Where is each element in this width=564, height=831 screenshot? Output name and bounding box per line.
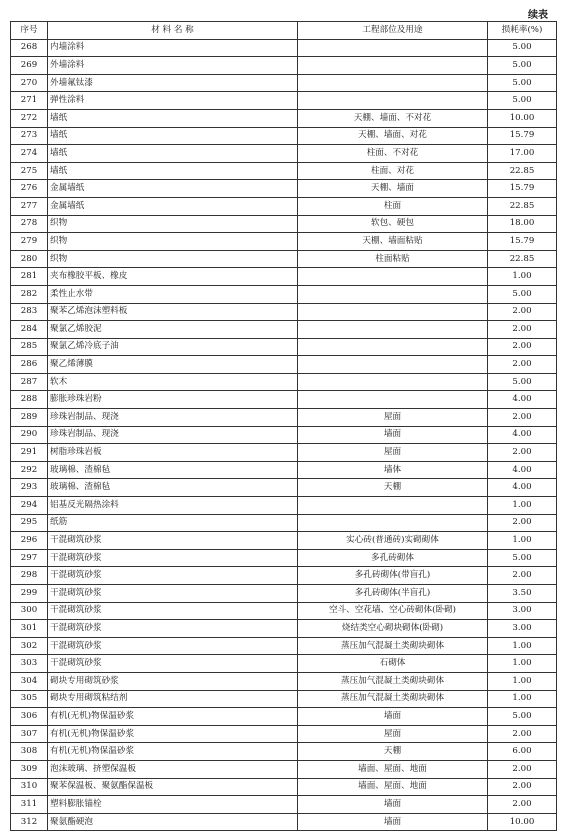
cell-usage: 蒸压加气混凝土类砌块砌体 <box>298 672 488 690</box>
cell-loss-rate: 1.00 <box>488 655 557 673</box>
cell-material-name: 珍珠岩制品、现浇 <box>48 409 298 427</box>
cell-usage <box>298 57 488 75</box>
cell-usage: 蒸压加气混凝土类砌块砌体 <box>298 690 488 708</box>
cell-loss-rate: 2.00 <box>488 760 557 778</box>
cell-material-name: 墙纸 <box>48 109 298 127</box>
table-row <box>11 391 557 409</box>
cell-loss-rate: 4.00 <box>488 461 557 479</box>
table-row <box>11 514 557 532</box>
table-row <box>11 303 557 321</box>
cell-loss-rate: 1.00 <box>488 672 557 690</box>
table-row <box>11 637 557 655</box>
cell-loss-rate: 2.00 <box>488 338 557 356</box>
cell-serial-no: 311 <box>11 796 48 814</box>
cell-usage: 天棚、墙面粘贴 <box>298 233 488 251</box>
cell-serial-no: 297 <box>11 549 48 567</box>
cell-loss-rate: 1.00 <box>488 268 557 286</box>
cell-material-name: 织物 <box>48 215 298 233</box>
material-loss-rate-table <box>10 21 557 831</box>
header-loss-rate: 损耗率(%) <box>488 22 557 40</box>
cell-serial-no: 269 <box>11 57 48 75</box>
cell-serial-no: 294 <box>11 497 48 515</box>
cell-serial-no: 300 <box>11 602 48 620</box>
table-row <box>11 479 557 497</box>
cell-material-name: 软木 <box>48 373 298 391</box>
cell-serial-no: 287 <box>11 373 48 391</box>
cell-usage: 天棚 <box>298 479 488 497</box>
cell-serial-no: 296 <box>11 532 48 550</box>
cell-usage <box>298 356 488 374</box>
table-row <box>11 409 557 427</box>
cell-material-name: 有机(无机)物保温砂浆 <box>48 743 298 761</box>
cell-usage: 墙面、屋面、地面 <box>298 760 488 778</box>
cell-serial-no: 271 <box>11 92 48 110</box>
cell-loss-rate: 15.79 <box>488 180 557 198</box>
table-row <box>11 338 557 356</box>
cell-material-name: 聚氨酯硬泡 <box>48 813 298 831</box>
cell-loss-rate: 22.85 <box>488 162 557 180</box>
cell-serial-no: 283 <box>11 303 48 321</box>
cell-serial-no: 291 <box>11 444 48 462</box>
table-row <box>11 215 557 233</box>
cell-serial-no: 277 <box>11 197 48 215</box>
table-row <box>11 672 557 690</box>
cell-material-name: 外墙涂料 <box>48 57 298 75</box>
cell-material-name: 聚氯乙烯冷底子油 <box>48 338 298 356</box>
cell-usage <box>298 303 488 321</box>
cell-loss-rate: 2.00 <box>488 303 557 321</box>
header-usage: 工程部位及用途 <box>298 22 488 40</box>
table-row <box>11 497 557 515</box>
cell-material-name: 有机(无机)物保温砂浆 <box>48 725 298 743</box>
cell-usage <box>298 268 488 286</box>
cell-loss-rate: 2.00 <box>488 321 557 339</box>
cell-material-name: 砌块专用砌筑砂浆 <box>48 672 298 690</box>
cell-material-name: 纸筋 <box>48 514 298 532</box>
cell-loss-rate: 1.00 <box>488 637 557 655</box>
table-row <box>11 813 557 831</box>
cell-usage <box>298 497 488 515</box>
cell-usage <box>298 39 488 57</box>
cell-material-name: 墙纸 <box>48 145 298 163</box>
cell-usage: 屋面 <box>298 409 488 427</box>
cell-usage: 屋面 <box>298 444 488 462</box>
table-row <box>11 250 557 268</box>
cell-loss-rate: 5.00 <box>488 708 557 726</box>
cell-material-name: 聚氯乙烯胶泥 <box>48 321 298 339</box>
cell-material-name: 干混砌筑砂浆 <box>48 655 298 673</box>
cell-material-name: 树脂珍珠岩板 <box>48 444 298 462</box>
cell-serial-no: 275 <box>11 162 48 180</box>
table-row <box>11 74 557 92</box>
table-row <box>11 162 557 180</box>
cell-usage: 柱面粘贴 <box>298 250 488 268</box>
cell-usage: 墙面 <box>298 813 488 831</box>
cell-serial-no: 274 <box>11 145 48 163</box>
table-row <box>11 585 557 603</box>
cell-material-name: 玻璃棉、渣棉毡 <box>48 461 298 479</box>
cell-loss-rate: 18.00 <box>488 215 557 233</box>
cell-material-name: 外墙氟钛漆 <box>48 74 298 92</box>
table-row <box>11 461 557 479</box>
cell-loss-rate: 1.00 <box>488 532 557 550</box>
cell-loss-rate: 4.00 <box>488 426 557 444</box>
cell-loss-rate: 2.00 <box>488 444 557 462</box>
cell-usage: 多孔砖砌体(半盲孔) <box>298 585 488 603</box>
header-serial-no: 序号 <box>11 22 48 40</box>
cell-material-name: 塑料膨胀锚栓 <box>48 796 298 814</box>
cell-usage <box>298 74 488 92</box>
cell-serial-no: 286 <box>11 356 48 374</box>
table-row <box>11 760 557 778</box>
cell-serial-no: 308 <box>11 743 48 761</box>
cell-loss-rate: 22.85 <box>488 250 557 268</box>
header-material-name: 材 料 名 称 <box>48 22 298 40</box>
cell-material-name: 干混砌筑砂浆 <box>48 549 298 567</box>
table-row <box>11 39 557 57</box>
cell-serial-no: 306 <box>11 708 48 726</box>
table-row <box>11 549 557 567</box>
cell-usage: 墙面、屋面、地面 <box>298 778 488 796</box>
table-row <box>11 197 557 215</box>
table-row <box>11 444 557 462</box>
cell-usage: 天棚、墙面、对花 <box>298 127 488 145</box>
cell-usage: 石砌体 <box>298 655 488 673</box>
table-row <box>11 180 557 198</box>
table-row <box>11 690 557 708</box>
table-row <box>11 145 557 163</box>
cell-material-name: 干混砌筑砂浆 <box>48 567 298 585</box>
table-row <box>11 708 557 726</box>
cell-usage: 墙面 <box>298 708 488 726</box>
cell-serial-no: 290 <box>11 426 48 444</box>
table-row <box>11 532 557 550</box>
cell-usage <box>298 391 488 409</box>
cell-material-name: 织物 <box>48 233 298 251</box>
cell-loss-rate: 2.00 <box>488 725 557 743</box>
cell-loss-rate: 15.79 <box>488 127 557 145</box>
cell-usage: 墙体 <box>298 461 488 479</box>
cell-loss-rate: 2.00 <box>488 796 557 814</box>
cell-material-name: 墙纸 <box>48 162 298 180</box>
cell-material-name: 聚苯乙烯泡沫塑料板 <box>48 303 298 321</box>
cell-serial-no: 303 <box>11 655 48 673</box>
cell-material-name: 金属墙纸 <box>48 180 298 198</box>
cell-usage: 天棚、墙面、不对花 <box>298 109 488 127</box>
table-row <box>11 602 557 620</box>
cell-loss-rate: 2.00 <box>488 778 557 796</box>
cell-usage <box>298 338 488 356</box>
cell-loss-rate: 5.00 <box>488 74 557 92</box>
cell-material-name: 墙纸 <box>48 127 298 145</box>
cell-usage <box>298 321 488 339</box>
cell-serial-no: 281 <box>11 268 48 286</box>
cell-serial-no: 284 <box>11 321 48 339</box>
cell-usage: 实心砖(普通砖)实砌砌体 <box>298 532 488 550</box>
cell-serial-no: 298 <box>11 567 48 585</box>
table-row <box>11 92 557 110</box>
table-row <box>11 268 557 286</box>
cell-material-name: 干混砌筑砂浆 <box>48 602 298 620</box>
table-row <box>11 127 557 145</box>
cell-usage: 墙面 <box>298 796 488 814</box>
cell-loss-rate: 5.00 <box>488 57 557 75</box>
cell-loss-rate: 2.00 <box>488 514 557 532</box>
cell-serial-no: 299 <box>11 585 48 603</box>
table-row <box>11 57 557 75</box>
cell-loss-rate: 4.00 <box>488 479 557 497</box>
cell-usage: 空斗、空花墙、空心砖砌体(卧砌) <box>298 602 488 620</box>
cell-serial-no: 305 <box>11 690 48 708</box>
cell-serial-no: 310 <box>11 778 48 796</box>
cell-material-name: 干混砌筑砂浆 <box>48 532 298 550</box>
cell-loss-rate: 1.00 <box>488 497 557 515</box>
cell-material-name: 珍珠岩制品、现浇 <box>48 426 298 444</box>
cell-loss-rate: 10.00 <box>488 109 557 127</box>
cell-usage <box>298 285 488 303</box>
cell-material-name: 泡沫玻璃、挤塑保温板 <box>48 760 298 778</box>
cell-loss-rate: 22.85 <box>488 197 557 215</box>
continuation-label: 续表 <box>528 10 548 21</box>
table-row <box>11 655 557 673</box>
cell-serial-no: 279 <box>11 233 48 251</box>
cell-loss-rate: 1.00 <box>488 690 557 708</box>
cell-loss-rate: 2.00 <box>488 567 557 585</box>
cell-serial-no: 285 <box>11 338 48 356</box>
cell-usage: 屋面 <box>298 725 488 743</box>
cell-material-name: 夹布橡胶平板、橡皮 <box>48 268 298 286</box>
cell-material-name: 金属墙纸 <box>48 197 298 215</box>
cell-material-name: 内墙涂料 <box>48 39 298 57</box>
cell-loss-rate: 3.00 <box>488 620 557 638</box>
cell-serial-no: 312 <box>11 813 48 831</box>
table-row <box>11 285 557 303</box>
table-row <box>11 321 557 339</box>
cell-serial-no: 301 <box>11 620 48 638</box>
cell-material-name: 干混砌筑砂浆 <box>48 620 298 638</box>
cell-loss-rate: 17.00 <box>488 145 557 163</box>
table-row <box>11 796 557 814</box>
cell-serial-no: 295 <box>11 514 48 532</box>
cell-loss-rate: 5.00 <box>488 39 557 57</box>
cell-usage: 柱面 <box>298 197 488 215</box>
cell-loss-rate: 2.00 <box>488 356 557 374</box>
cell-loss-rate: 5.00 <box>488 373 557 391</box>
cell-loss-rate: 10.00 <box>488 813 557 831</box>
cell-serial-no: 273 <box>11 127 48 145</box>
cell-serial-no: 293 <box>11 479 48 497</box>
cell-usage <box>298 373 488 391</box>
cell-material-name: 膨胀珍珠岩粉 <box>48 391 298 409</box>
table-row <box>11 233 557 251</box>
cell-material-name: 干混砌筑砂浆 <box>48 637 298 655</box>
cell-serial-no: 307 <box>11 725 48 743</box>
cell-serial-no: 309 <box>11 760 48 778</box>
cell-loss-rate: 5.00 <box>488 92 557 110</box>
table-row <box>11 567 557 585</box>
cell-loss-rate: 2.00 <box>488 409 557 427</box>
cell-material-name: 玻璃棉、渣棉毡 <box>48 479 298 497</box>
cell-loss-rate: 3.00 <box>488 602 557 620</box>
cell-serial-no: 282 <box>11 285 48 303</box>
cell-usage: 柱面、对花 <box>298 162 488 180</box>
table-row <box>11 725 557 743</box>
cell-loss-rate: 3.50 <box>488 585 557 603</box>
cell-serial-no: 268 <box>11 39 48 57</box>
cell-material-name: 聚乙烯薄膜 <box>48 356 298 374</box>
cell-material-name: 柔性止水带 <box>48 285 298 303</box>
cell-serial-no: 280 <box>11 250 48 268</box>
cell-material-name: 聚苯保温板、聚氨酯保温板 <box>48 778 298 796</box>
cell-loss-rate: 5.00 <box>488 549 557 567</box>
table-row <box>11 356 557 374</box>
cell-material-name: 铝基反光隔热涂料 <box>48 497 298 515</box>
cell-material-name: 砌块专用砌筑粘结剂 <box>48 690 298 708</box>
cell-serial-no: 270 <box>11 74 48 92</box>
cell-usage: 天棚、墙面 <box>298 180 488 198</box>
cell-usage: 墙面 <box>298 426 488 444</box>
cell-usage: 软包、硬包 <box>298 215 488 233</box>
cell-material-name: 弹性涂料 <box>48 92 298 110</box>
cell-material-name: 干混砌筑砂浆 <box>48 585 298 603</box>
cell-serial-no: 304 <box>11 672 48 690</box>
cell-loss-rate: 6.00 <box>488 743 557 761</box>
table-row <box>11 109 557 127</box>
cell-usage: 烧结类空心砌块砌体(卧砌) <box>298 620 488 638</box>
cell-serial-no: 292 <box>11 461 48 479</box>
cell-loss-rate: 15.79 <box>488 233 557 251</box>
cell-usage <box>298 92 488 110</box>
cell-serial-no: 289 <box>11 409 48 427</box>
cell-serial-no: 278 <box>11 215 48 233</box>
table-row <box>11 620 557 638</box>
table-body <box>11 39 557 831</box>
table-row <box>11 743 557 761</box>
cell-loss-rate: 4.00 <box>488 391 557 409</box>
table-row <box>11 426 557 444</box>
cell-material-name: 织物 <box>48 250 298 268</box>
cell-usage: 多孔砖砌体(带盲孔) <box>298 567 488 585</box>
table-row <box>11 373 557 391</box>
cell-serial-no: 288 <box>11 391 48 409</box>
cell-material-name: 有机(无机)物保温砂浆 <box>48 708 298 726</box>
cell-usage: 柱面、不对花 <box>298 145 488 163</box>
cell-serial-no: 272 <box>11 109 48 127</box>
table-header-row <box>11 22 557 40</box>
cell-usage: 天棚 <box>298 743 488 761</box>
cell-loss-rate: 5.00 <box>488 285 557 303</box>
cell-serial-no: 276 <box>11 180 48 198</box>
cell-serial-no: 302 <box>11 637 48 655</box>
cell-usage: 多孔砖砌体 <box>298 549 488 567</box>
cell-usage <box>298 514 488 532</box>
cell-usage: 蒸压加气混凝土类砌块砌体 <box>298 637 488 655</box>
